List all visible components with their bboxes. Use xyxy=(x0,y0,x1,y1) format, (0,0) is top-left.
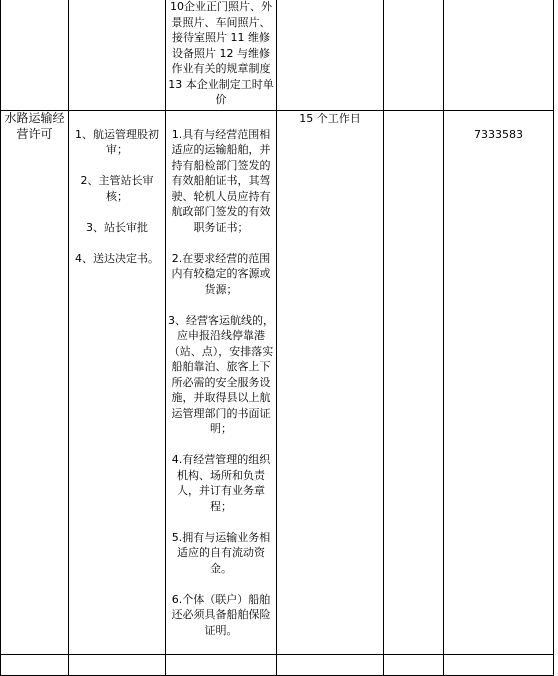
procedure-step: 2、主管站长审核； xyxy=(80,174,154,203)
table-row xyxy=(1,111,554,655)
condition-item: 5.拥有与运输业务相适应的自有流动资金。 xyxy=(171,530,271,575)
code-cell xyxy=(444,111,554,655)
cell-empty xyxy=(384,0,444,111)
cell-empty xyxy=(277,0,384,111)
cell-empty xyxy=(277,654,384,675)
table-row xyxy=(1,0,554,111)
condition-item: 1.具有与经营范围相适应的运输船舶，并持有船检部门签发的有效船舶证书，其驾驶、轮机人员应持有航政部门签发的有效职务证书； xyxy=(171,127,271,234)
permit-name-cell: 水路运输经营许可 xyxy=(1,111,69,655)
time-limit-cell: 15 个工作日 xyxy=(277,111,384,655)
procedure-step: 4、送达决定书。 xyxy=(75,251,159,265)
procedure-step: 1、航运管理股初审； xyxy=(75,127,159,156)
cell-empty xyxy=(384,111,444,655)
cell-empty xyxy=(1,654,69,675)
condition-item: 3、经营客运航线的，应申报沿线停靠港（站、点），安排落实船舶靠泊、旅客上下所必需的安全服务设施，并取得县以上航运管理部门的书面证明； xyxy=(168,313,274,435)
condition-item: 4.有经营管理的组织机构、场所和负责人，并订有业务章程； xyxy=(171,453,271,513)
table-row xyxy=(1,654,554,675)
procedure-step: 3、站长审批 xyxy=(86,220,148,234)
condition-item: 2.在要求经营的范围内有较稳定的客源或货源； xyxy=(171,251,271,296)
cell-empty xyxy=(444,0,554,111)
condition-item: 6.个体（联户）船舶还必须具备船舶保险证明。 xyxy=(171,592,271,637)
conditions-cell xyxy=(166,111,277,655)
code-value: 7333583 xyxy=(474,127,523,141)
cell-empty xyxy=(1,0,69,111)
procedure-cell xyxy=(69,111,166,655)
cell-empty xyxy=(384,654,444,675)
cell-empty xyxy=(444,654,554,675)
cell-empty xyxy=(69,654,166,675)
cell-empty xyxy=(69,0,166,111)
cell-empty xyxy=(166,654,277,675)
materials-tail-cell: 10企业正门照片、外景照片、车间照片、接待室照片 11 维修设备照片 12 与维修作业有关的规章制度 13 本企业制定工时单价 xyxy=(166,0,277,111)
